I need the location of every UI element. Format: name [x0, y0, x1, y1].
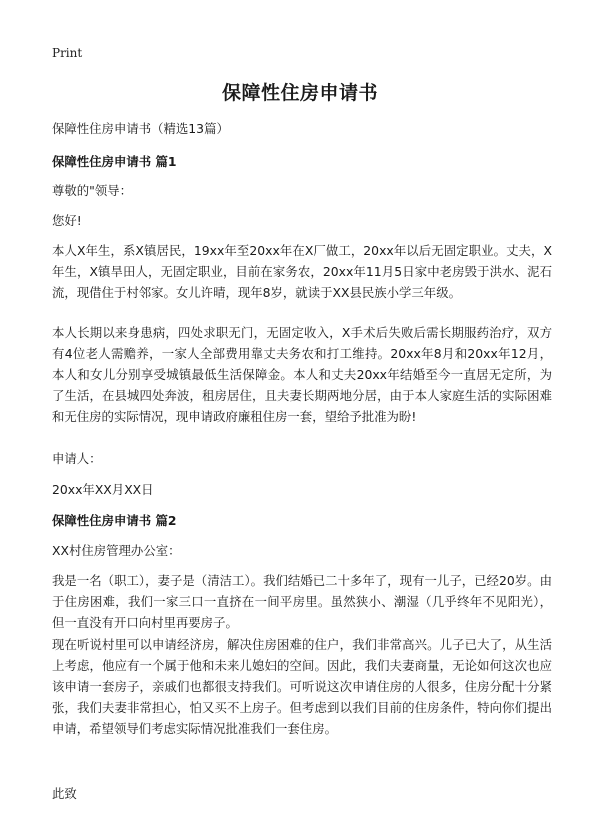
paragraph-2-2: 现在听说村里可以申请经济房，解决住房困难的住户，我们非常高兴。儿子已大了，从生活上考虑，他应有一个属于他和未来儿媳妇的空间。因此，我们夫妻商量，无论如何这次也应该申请一套房子，亲戚们也都很支持我们。可听说这次申请住房的人很多，住房分配十分紧张，我们夫妻非常担心，怕又买不上房子。但考虑到以我们目前的住房条件，特向你们提出申请，希望领导们考虑实际情况批准我们一套住房。: [52, 637, 552, 736]
paragraph-2-1: 我是一名（职工），妻子是（清洁工）。我们结婚已二十多年了，现有一儿子，已经20岁。由于住房困难，我们一家三口一直挤在一间平房里。虽然狭小、潮湿（几乎终年不见阳光），但一直没有开口向村里再要房子。: [52, 573, 552, 630]
print-link[interactable]: Print: [52, 46, 83, 60]
salutation-1: 尊敬的"领导：: [52, 183, 133, 198]
applicant-label: 申请人：: [52, 451, 102, 466]
paragraph-1-2: 本人长期以来身患病，四处求职无门，无固定收入，X手术后失败后需长期服药治疗，双方有4位老人需赡养，一家人全部费用靠丈夫务农和打工维持。20xx年8月和20xx年12月，本人和女儿分别享受城镇最低生活保障金。本人和丈夫20xx年结婚至今一直居无定所，为了生活，在县城四处奔波，租房居住，且夫妻长期两地分居，由于本人家庭生活的实际困难和无住房的实际情况，现申请政府廉租住房一套，望给予批准为盼!: [52, 325, 552, 424]
salutation-2: XX村住房管理办公室：: [52, 543, 181, 558]
greeting: 您好!: [52, 213, 82, 228]
section-heading-1: 保障性住房申请书 篇1: [52, 154, 177, 169]
paragraph-1-1: 本人X年生，系X镇居民，19xx年至20xx年在X厂做工，20xx年以后无固定职业。丈夫，X年生，X镇旱田人，无固定职业，目前在家务农，20xx年11月5日家中老房毁于洪水、泥石流，现借住于村邻家。女儿许晴，现年8岁，就读于XX县民族小学三年级。: [52, 243, 552, 300]
section-heading-2: 保障性住房申请书 篇2: [52, 513, 177, 528]
document-title: 保障性住房申请书: [221, 82, 378, 104]
closing: 此致: [52, 786, 77, 801]
application-date: 20xx年XX月XX日: [52, 482, 154, 497]
document-subtitle: 保障性住房申请书（精选13篇）: [52, 121, 229, 136]
